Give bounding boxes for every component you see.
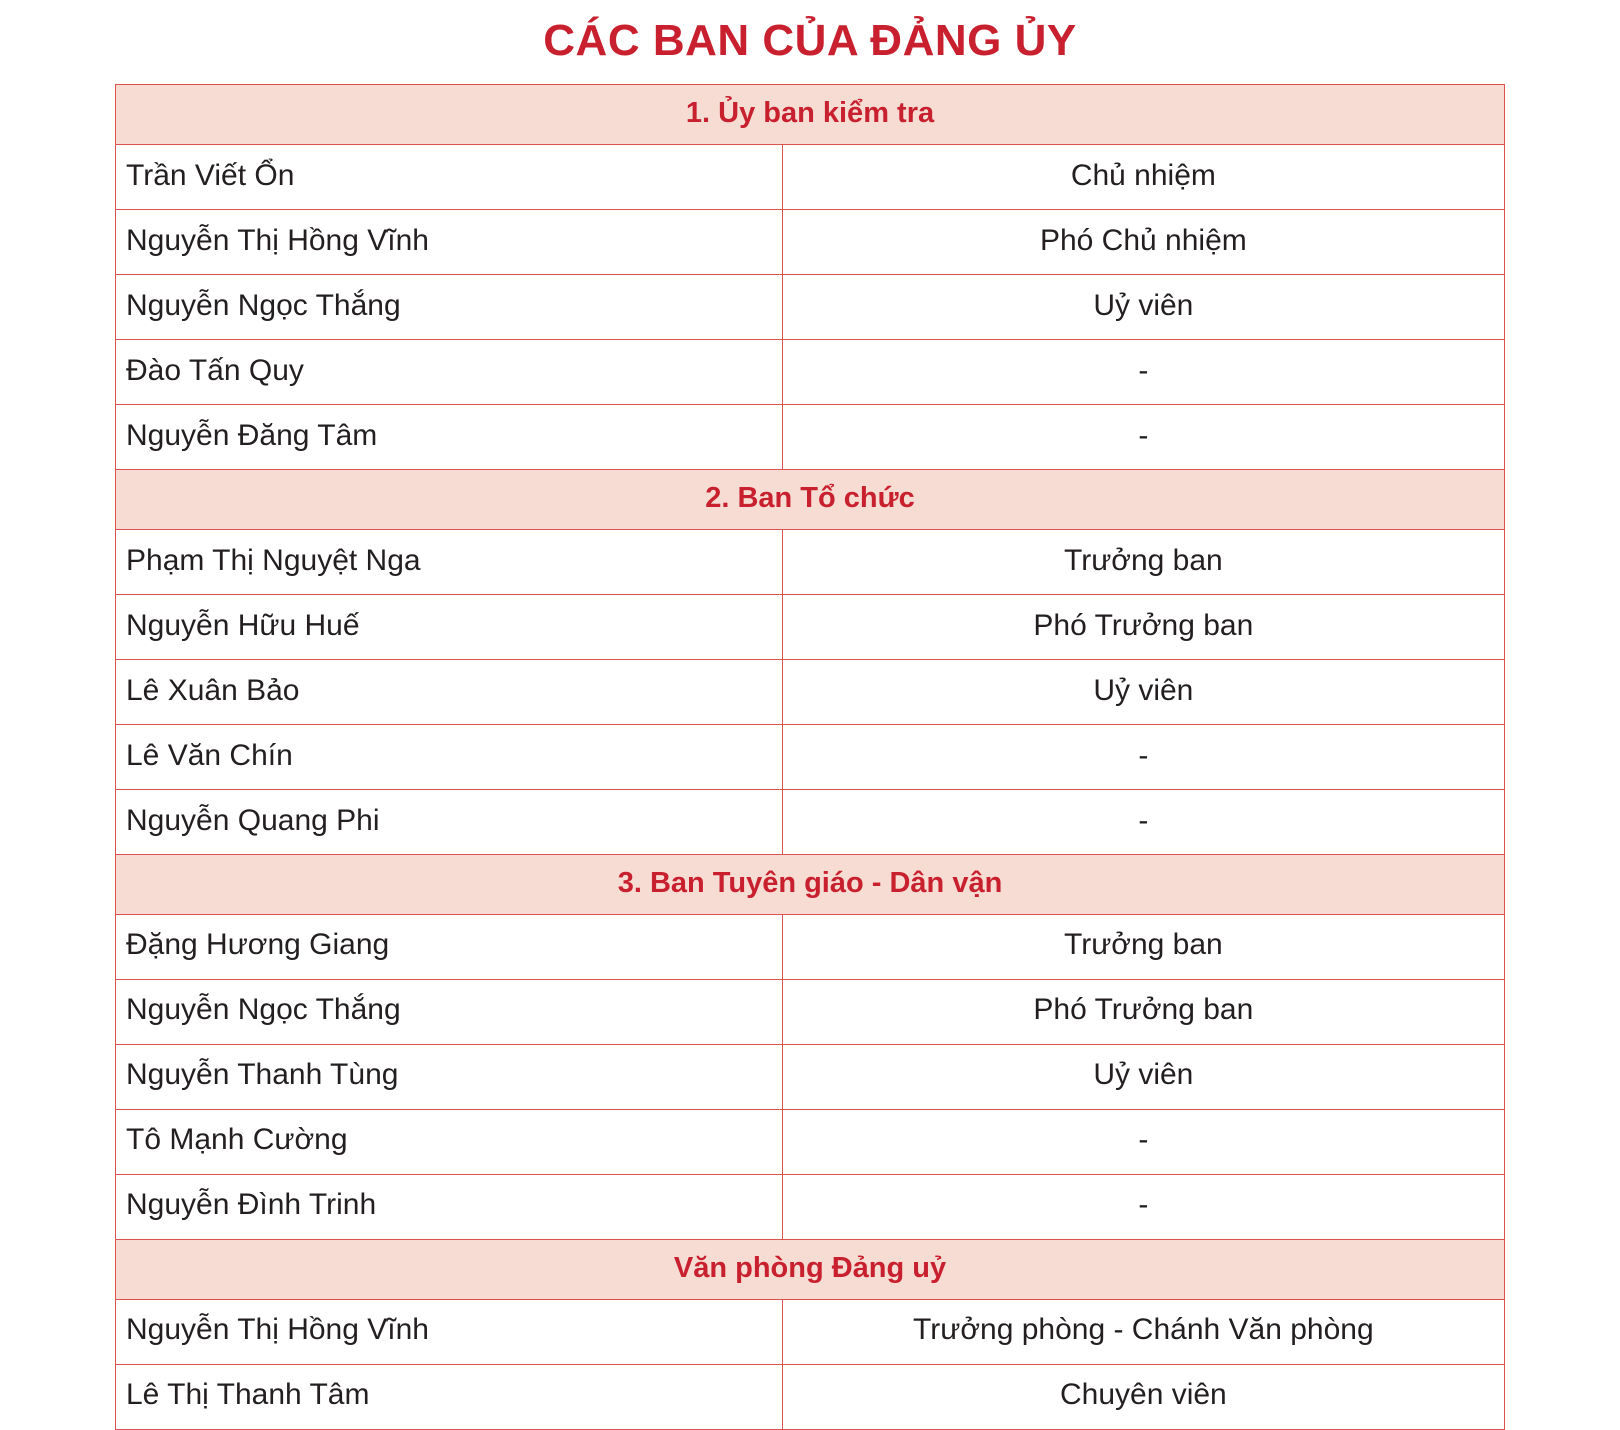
table-row	[116, 1364, 1505, 1429]
section-header-row	[116, 85, 1505, 145]
member-role: Phó Chủ nhiệm	[782, 209, 1504, 274]
member-name: Nguyễn Đăng Tâm	[116, 404, 783, 469]
table-row	[116, 209, 1505, 274]
member-role: Trưởng ban	[782, 529, 1504, 594]
member-name: Lê Thị Thanh Tâm	[116, 1364, 783, 1429]
member-role: Phó Trưởng ban	[782, 979, 1504, 1044]
table-row	[116, 144, 1505, 209]
table-row	[116, 1109, 1505, 1174]
member-name: Phạm Thị Nguyệt Nga	[116, 529, 783, 594]
member-role: -	[782, 789, 1504, 854]
table-row	[116, 529, 1505, 594]
member-role: Trưởng phòng - Chánh Văn phòng	[782, 1299, 1504, 1364]
page-title: CÁC BAN CỦA ĐẢNG ỦY	[543, 16, 1077, 65]
member-role: -	[782, 339, 1504, 404]
member-name: Lê Xuân Bảo	[116, 659, 783, 724]
table-row	[116, 1174, 1505, 1239]
section-heading: 2. Ban Tổ chức	[116, 469, 1505, 529]
member-role: -	[782, 1174, 1504, 1239]
member-role: Uỷ viên	[782, 1044, 1504, 1109]
member-name: Nguyễn Thị Hồng Vĩnh	[116, 209, 783, 274]
table-row	[116, 1299, 1505, 1364]
member-role: Chuyên viên	[782, 1364, 1504, 1429]
member-name: Trần Viết Ổn	[116, 144, 783, 209]
member-role: Trưởng ban	[782, 914, 1504, 979]
member-role: -	[782, 724, 1504, 789]
table-row	[116, 724, 1505, 789]
member-name: Nguyễn Ngọc Thắng	[116, 979, 783, 1044]
member-name: Tô Mạnh Cường	[116, 1109, 783, 1174]
org-table	[115, 84, 1505, 1430]
member-role: Phó Trưởng ban	[782, 594, 1504, 659]
section-heading: Văn phòng Đảng uỷ	[116, 1239, 1505, 1299]
member-name: Nguyễn Hữu Huế	[116, 594, 783, 659]
member-role: Uỷ viên	[782, 274, 1504, 339]
member-name: Đặng Hương Giang	[116, 914, 783, 979]
member-name: Nguyễn Ngọc Thắng	[116, 274, 783, 339]
section-header-row	[116, 1239, 1505, 1299]
member-name: Nguyễn Thị Hồng Vĩnh	[116, 1299, 783, 1364]
member-name: Đào Tấn Quy	[116, 339, 783, 404]
table-row	[116, 594, 1505, 659]
section-header-row	[116, 469, 1505, 529]
member-name: Nguyễn Đình Trinh	[116, 1174, 783, 1239]
section-heading: 1. Ủy ban kiểm tra	[116, 85, 1505, 145]
table-row	[116, 274, 1505, 339]
member-name: Nguyễn Quang Phi	[116, 789, 783, 854]
org-table-wrapper	[115, 84, 1505, 1430]
member-role: Chủ nhiệm	[782, 144, 1504, 209]
table-row	[116, 789, 1505, 854]
table-row	[116, 339, 1505, 404]
member-name: Nguyễn Thanh Tùng	[116, 1044, 783, 1109]
member-role: -	[782, 1109, 1504, 1174]
member-role: Uỷ viên	[782, 659, 1504, 724]
table-row	[116, 404, 1505, 469]
member-name: Lê Văn Chín	[116, 724, 783, 789]
section-header-row	[116, 854, 1505, 914]
table-row	[116, 1044, 1505, 1109]
table-row	[116, 979, 1505, 1044]
table-row	[116, 914, 1505, 979]
member-role: -	[782, 404, 1504, 469]
org-table-body	[116, 85, 1505, 1430]
section-heading: 3. Ban Tuyên giáo - Dân vận	[116, 854, 1505, 914]
table-row	[116, 659, 1505, 724]
